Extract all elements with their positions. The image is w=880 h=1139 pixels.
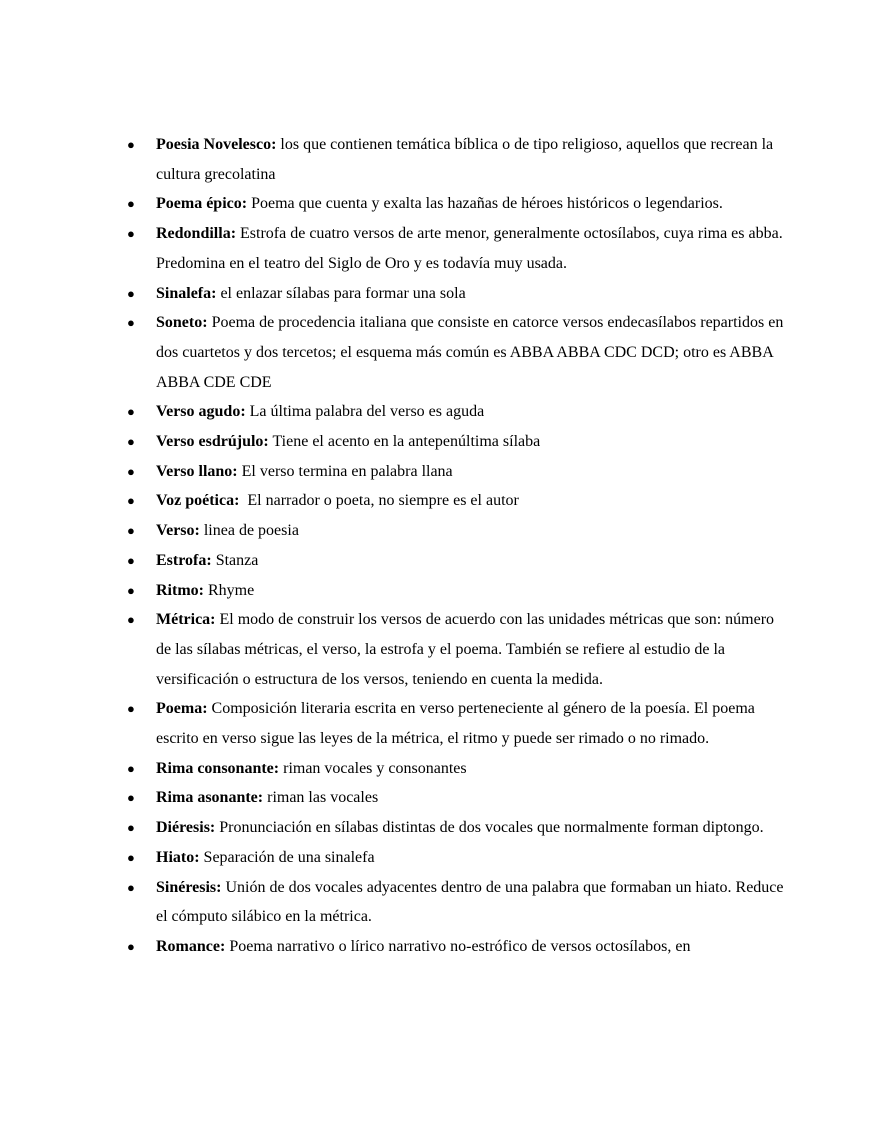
term-label: Poema épico: [156,195,248,213]
term-label: Ritmo: [156,581,204,599]
glossary-item [127,308,787,397]
term-label: Verso agudo: [156,403,246,421]
term-definition: Stanza [211,551,259,569]
term-label: Romance: [156,937,226,955]
term-definition: Unión de dos vocales adyacentes dentro de una palabra que formaban un hiato. Reduce el cómputo silábico en la métrica. [156,878,788,926]
glossary-item [127,843,787,873]
glossary-item [127,932,787,962]
glossary-list [127,130,787,962]
glossary-item [127,279,787,309]
term-definition: riman vocales y consonantes [279,759,467,777]
bullet-icon: ● [127,790,135,806]
glossary-item [127,516,787,546]
bullet-icon: ● [127,285,135,301]
term-definition: Rhyme [203,581,255,599]
term-label: Métrica: [156,611,216,629]
term-definition: Poema narrativo o lírico narrativo no-estrófico de versos octosílabos, en [225,937,691,955]
glossary-item [127,694,787,753]
term-label: Verso esdrújulo: [156,433,269,451]
term-definition: El narrador o poeta, no siempre es el autor [239,492,519,510]
glossary-item [127,873,787,932]
glossary-item [127,486,787,516]
glossary-item [127,754,787,784]
glossary-item [127,605,787,694]
term-label: Poema: [156,700,208,718]
term-label: Hiato: [156,848,200,866]
glossary-item [127,576,787,606]
term-definition: El verso termina en palabra llana [237,462,453,480]
glossary-item [127,813,787,843]
bullet-icon: ● [127,552,135,568]
glossary-item [127,427,787,457]
term-label: Soneto: [156,314,208,332]
term-definition: Pronunciación en sílabas distintas de dos vocales que normalmente forman diptongo. [215,819,764,837]
bullet-icon: ● [127,315,135,331]
bullet-icon: ● [127,582,135,598]
term-definition: Separación de una sinalefa [199,848,375,866]
term-label: Redondilla: [156,225,237,243]
bullet-icon: ● [127,137,135,152]
term-definition: el enlazar sílabas para formar una sola [216,284,466,302]
bullet-icon: ● [127,434,135,450]
bullet-icon: ● [127,523,135,539]
bullet-icon: ● [127,612,135,628]
term-definition: La última palabra del verso es aguda [245,403,485,421]
bullet-icon: ● [127,760,135,776]
bullet-icon: ● [127,226,135,242]
term-label: Verso: [156,522,200,540]
term-label: Estrofa: [156,551,212,569]
bullet-icon: ● [127,493,135,509]
term-definition: riman las vocales [263,789,379,807]
bullet-icon: ● [127,196,135,212]
term-definition: El modo de construir los versos de acuerdo con las unidades métricas que son: número de las sílabas métricas, el verso, la estrofa y el poema. También se refiere al estudio de la versificación o estructura de los versos, teniendo en cuenta la medida. [156,611,779,688]
term-definition: los que contienen temática bíblica o de tipo religioso, aquellos que recrean la cultura grecolatina [156,136,778,183]
term-label: Poesia Novelesco: [156,136,277,153]
glossary-item [127,457,787,487]
bullet-icon: ● [127,404,135,420]
bullet-icon: ● [127,938,135,954]
term-definition: linea de poesia [199,522,299,540]
term-definition: Estrofa de cuatro versos de arte menor, generalmente octosílabos, cuya rima es abba. Predomina en el teatro del Siglo de Oro y es todavía muy usada. [156,225,787,272]
glossary-item [127,783,787,813]
bullet-icon: ● [127,849,135,865]
term-definition: Poema de procedencia italiana que consiste en catorce versos endecasílabos repartidos en dos cuartetos y dos tercetos; el esquema más común es ABBA ABBA CDC DCD; otro es ABBA ABBA CDE CDE [156,314,788,391]
bullet-icon: ● [127,879,135,895]
glossary-item [127,546,787,576]
bullet-icon: ● [127,820,135,836]
glossary-item [127,130,787,189]
glossary-item [127,189,787,219]
bullet-icon: ● [127,463,135,479]
bullet-icon: ● [127,701,135,717]
term-label: Verso llano: [156,462,238,480]
term-label: Voz poética: [156,492,240,510]
term-label: Sinalefa: [156,284,217,302]
term-definition: Composición literaria escrita en verso perteneciente al género de la poesía. El poema escrito en verso sigue las leyes de la métrica, el ritmo y puede ser rimado o no rimado. [156,700,759,748]
glossary-item [127,397,787,427]
glossary-item [127,219,787,278]
term-label: Sinéresis: [156,878,222,896]
term-label: Rima consonante: [156,759,280,777]
term-definition: Tiene el acento en la antepenúltima sílaba [268,433,541,451]
term-definition: Poema que cuenta y exalta las hazañas de héroes históricos o legendarios. [247,195,723,213]
term-label: Rima asonante: [156,789,264,807]
term-label: Diéresis: [156,819,216,837]
